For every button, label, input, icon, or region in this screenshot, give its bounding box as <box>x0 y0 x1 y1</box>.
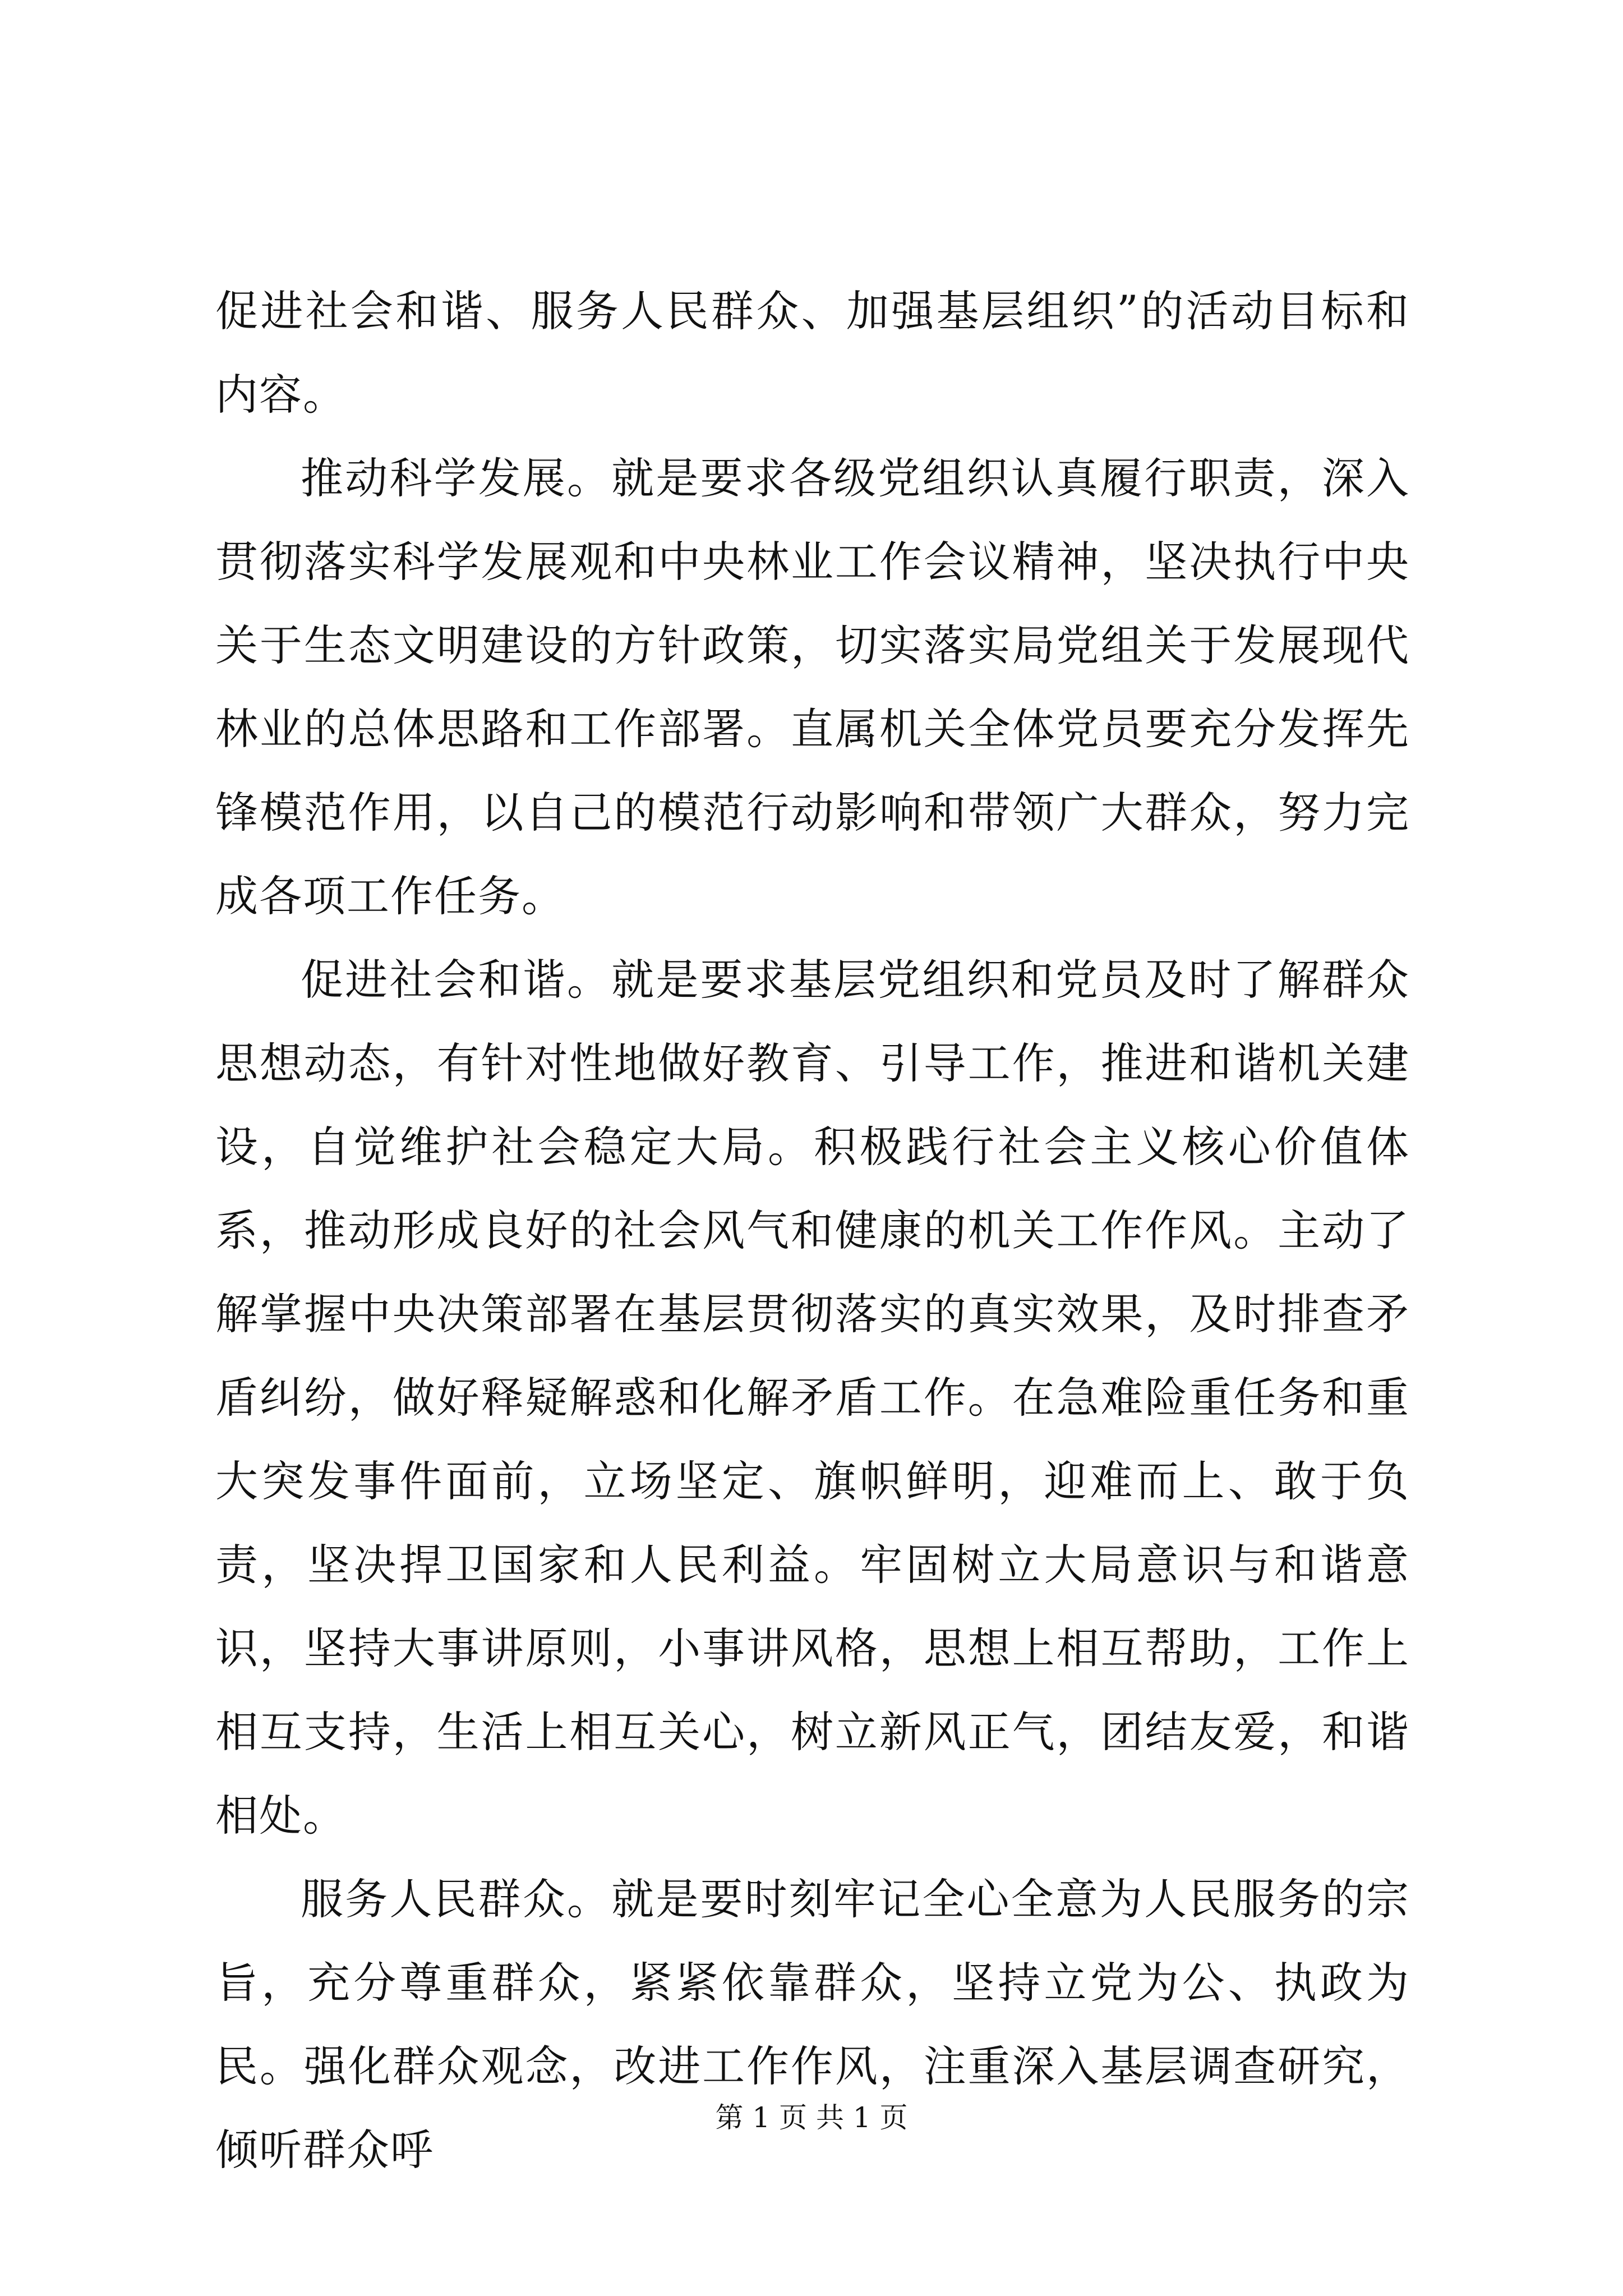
paragraph-social-harmony: 促进社会和谐。就是要求基层党组织和党员及时了解群众思想动态，有针对性地做好教育、引导工作，推进和谐机关建设，自觉维护社会稳定大局。积极践行社会主义核心价值体系，推动形成良好的社会风气和健康的机关工作作风。主动了解掌握中央决策部署在基层贯彻落实的真实效果，及时排查矛盾纠纷，做好释疑解惑和化解矛盾工作。在急难险重任务和重大突发事件面前，立场坚定、旗帜鲜明，迎难而上、敢于负责，坚决捍卫国家和人民利益。牢固树立大局意识与和谐意识，坚持大事讲原则，小事讲风格，思想上相互帮助，工作上相互支持，生活上相互关心，树立新风正气，团结友爱，和谐相处。 <box>215 955 1410 1841</box>
paragraph-science-development: 推动科学发展。就是要求各级党组织认真履行职责，深入贯彻落实科学发展观和中央林业工作会议精神，坚决执行中央关于生态文明建设的方针政策，切实落实局党组关于发展现代林业的总体思路和工作部署。直属机关全体党员要充分发挥先锋模范作用，以自己的模范行动影响和带领广大群众，努力完成各项工作任务。 <box>215 453 1410 921</box>
paragraph-serve-people: 服务人民群众。就是要时刻牢记全心全意为人民服务的宗旨，充分尊重群众，紧紧依靠群众，坚持立党为公、执政为民。强化群众观念，改进工作作风，注重深入基层调查研究，倾听群众呼 <box>215 1874 1410 2175</box>
paragraph-intro-tail: 促进社会和谐、服务人民群众、加强基层组织”的活动目标和内容。 <box>215 286 1410 420</box>
document-body <box>215 269 1410 2192</box>
page-number-label: 第 1 页 共 1 页 <box>715 2101 908 2134</box>
page-footer <box>0 2101 1623 2134</box>
